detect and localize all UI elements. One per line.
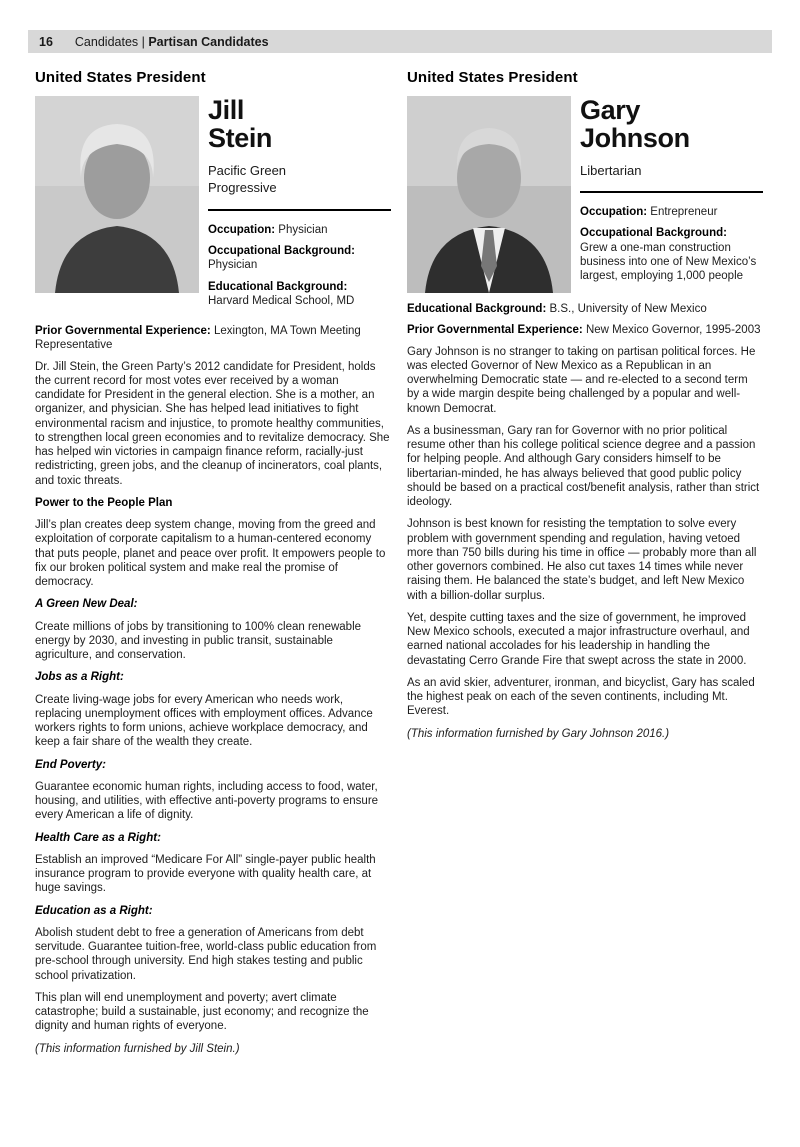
bio-paragraph: Yet, despite cutting taxes and the size of government, he improved New Mexico schools, executed a major infrastructure overhaul, and earned national accolades for his leadership in handling the devastating Cerro Grande Fire that swept across the state in 2000. (407, 611, 750, 667)
bio-subheading: Health Care as a Right: (35, 831, 161, 844)
bio-paragraph: Jill’s plan creates deep system change, moving from the greed and exploitation of corporate capitalism to a human-centered economy that puts people, planet and peace over profit. It empowers people to fix our broken political system and make real the promise of democracy. (35, 519, 386, 589)
party-line: Libertarian (580, 162, 642, 178)
party-line: Pacific Green (208, 162, 287, 178)
below-photo-fields (407, 302, 763, 338)
candidate-header (407, 96, 763, 293)
party-list (208, 162, 391, 197)
office-heading: United States President (35, 69, 206, 86)
bio-subheading: Power to the People Plan (35, 496, 173, 509)
info-field: Educational Background: Harvard Medical School, MD (208, 280, 355, 307)
info-field: Educational Background: B.S., University of New Mexico (407, 303, 707, 315)
bio-paragraph: Abolish student debt to free a generation of Americans from debt servitude. Guarantee tuition-free, world-class public education from pre-school through university. End high stakes testing and public school privatization. (35, 926, 377, 982)
candidate-name (208, 96, 391, 153)
party-line: Progressive (208, 180, 277, 196)
bio-subheading: End Poverty: (35, 758, 106, 771)
candidate-column-jill-stein (35, 69, 391, 1064)
bio-paragraph: As an avid skier, adventurer, ironman, and bicyclist, Gary has scaled the highest peak on each of the seven continents, including Mt. Everest. (407, 676, 755, 718)
candidate-name-box (580, 96, 763, 293)
info-field: Prior Governmental Experience: Lexington, MA Town Meeting Representative (35, 325, 361, 352)
below-photo-fields (35, 324, 391, 353)
furnished-note: (This information furnished by Jill Stein.) (35, 1042, 240, 1055)
bio-paragraph: Dr. Jill Stein, the Green Party’s 2012 candidate for President, holds the current record for most votes ever received by a woman candidate for President in the general election. She is a mother, an organizer, and physician. She has helped lead initiatives to fight environmental racism and injustice, to promote healthy communities, to strengthen local green economies and to revitalize democracy. She has helped win victories in campaign finance reform, racially-just redistricting, green jobs, and the cleanup of incinerators, coal plants, and toxic threats. (35, 360, 390, 487)
info-field: Occupational Background: Physician (208, 245, 355, 272)
section-title-bold: Partisan Candidates (148, 34, 269, 49)
section-title (75, 35, 269, 49)
candidate-photo (35, 96, 199, 293)
candidate-header (35, 96, 391, 315)
info-field: Occupation: Physician (208, 223, 328, 236)
bio-subheading: Jobs as a Right: (35, 671, 124, 684)
info-field: Occupational Background: Grew a one-man construction business into one of New Mexico’s largest, employing 1,000 people (580, 227, 757, 283)
last-name: Johnson (580, 123, 690, 154)
divider (208, 209, 391, 211)
page-header-bar (28, 30, 772, 53)
bio-paragraph: Establish an improved “Medicare For All” single-payer public health insurance program to provide everyone with quality health care, at huge savings. (35, 853, 376, 895)
info-fields (580, 205, 763, 283)
first-name: Gary (580, 95, 640, 125)
bio-paragraph: Create millions of jobs by transitioning to 100% clean renewable energy by 2030, and investing in public transit, sustainable agriculture, and conservation. (35, 620, 362, 662)
info-field: Occupation: Entrepreneur (580, 206, 718, 219)
candidate-name-box (208, 96, 391, 315)
candidate-name (580, 96, 763, 153)
section-title-regular: Candidates | (74, 34, 149, 49)
bio-subheading: A Green New Deal: (35, 598, 138, 611)
candidate-column-gary-johnson (407, 69, 763, 1064)
candidate-bio (35, 360, 391, 1056)
candidate-bio (407, 345, 763, 741)
person-silhouette-icon (35, 96, 199, 293)
furnished-note: (This information furnished by Gary Johnson 2016.) (407, 727, 670, 740)
divider (580, 191, 763, 193)
bio-paragraph: Guarantee economic human rights, including access to food, water, housing, and utilities, with effective anti-poverty programs to ensure every American a life of dignity. (35, 780, 379, 822)
bio-paragraph: Johnson is best known for resisting the temptation to solve every problem with government spending and regulation, having vetoed more than 750 bills during his time in office — probably more than all other governors combined. He also cut taxes 14 times while never raising them. He balanced the state’s budget, and left New Mexico with a billion-dollar surplus. (407, 518, 757, 602)
candidate-columns (28, 69, 772, 1064)
info-field: Prior Governmental Experience: New Mexico Governor, 1995-2003 (407, 324, 761, 337)
office-heading: United States President (407, 69, 578, 86)
bio-paragraph: Gary Johnson is no stranger to taking on partisan political forces. He was elected Governor of New Mexico as a Republican in an overwhelming Democratic state — and re-elected to a second term by a wide margin despite being challenged by a popular and well-known Democrat. (407, 345, 756, 415)
bio-paragraph: This plan will end unemployment and poverty; avert climate catastrophe; build a sustainable, just economy; and recognize the dignity and human rights of everyone. (35, 991, 369, 1033)
first-name: Jill (208, 95, 244, 125)
candidate-photo (407, 96, 571, 293)
party-list (580, 162, 763, 180)
bio-subheading: Education as a Right: (35, 904, 153, 917)
page-number: 16 (39, 34, 53, 49)
bio-paragraph: As a businessman, Gary ran for Governor with no prior political resume other than his college political science degree and a passion for helping people. And although Gary considers himself to be libertarian-minded, he has always believed that good public policy should be based on a practical cost/benefit analysis, rather than strict ideology. (407, 424, 760, 508)
info-fields (208, 223, 391, 308)
bio-paragraph: Create living-wage jobs for every American who needs work, replacing unemployment offices with employment offices. Advance workers rights to form unions, achieve workplace democracy, and keep a fair share of the wealth they create. (35, 693, 373, 749)
person-silhouette-icon (407, 96, 571, 293)
last-name: Stein (208, 123, 273, 154)
